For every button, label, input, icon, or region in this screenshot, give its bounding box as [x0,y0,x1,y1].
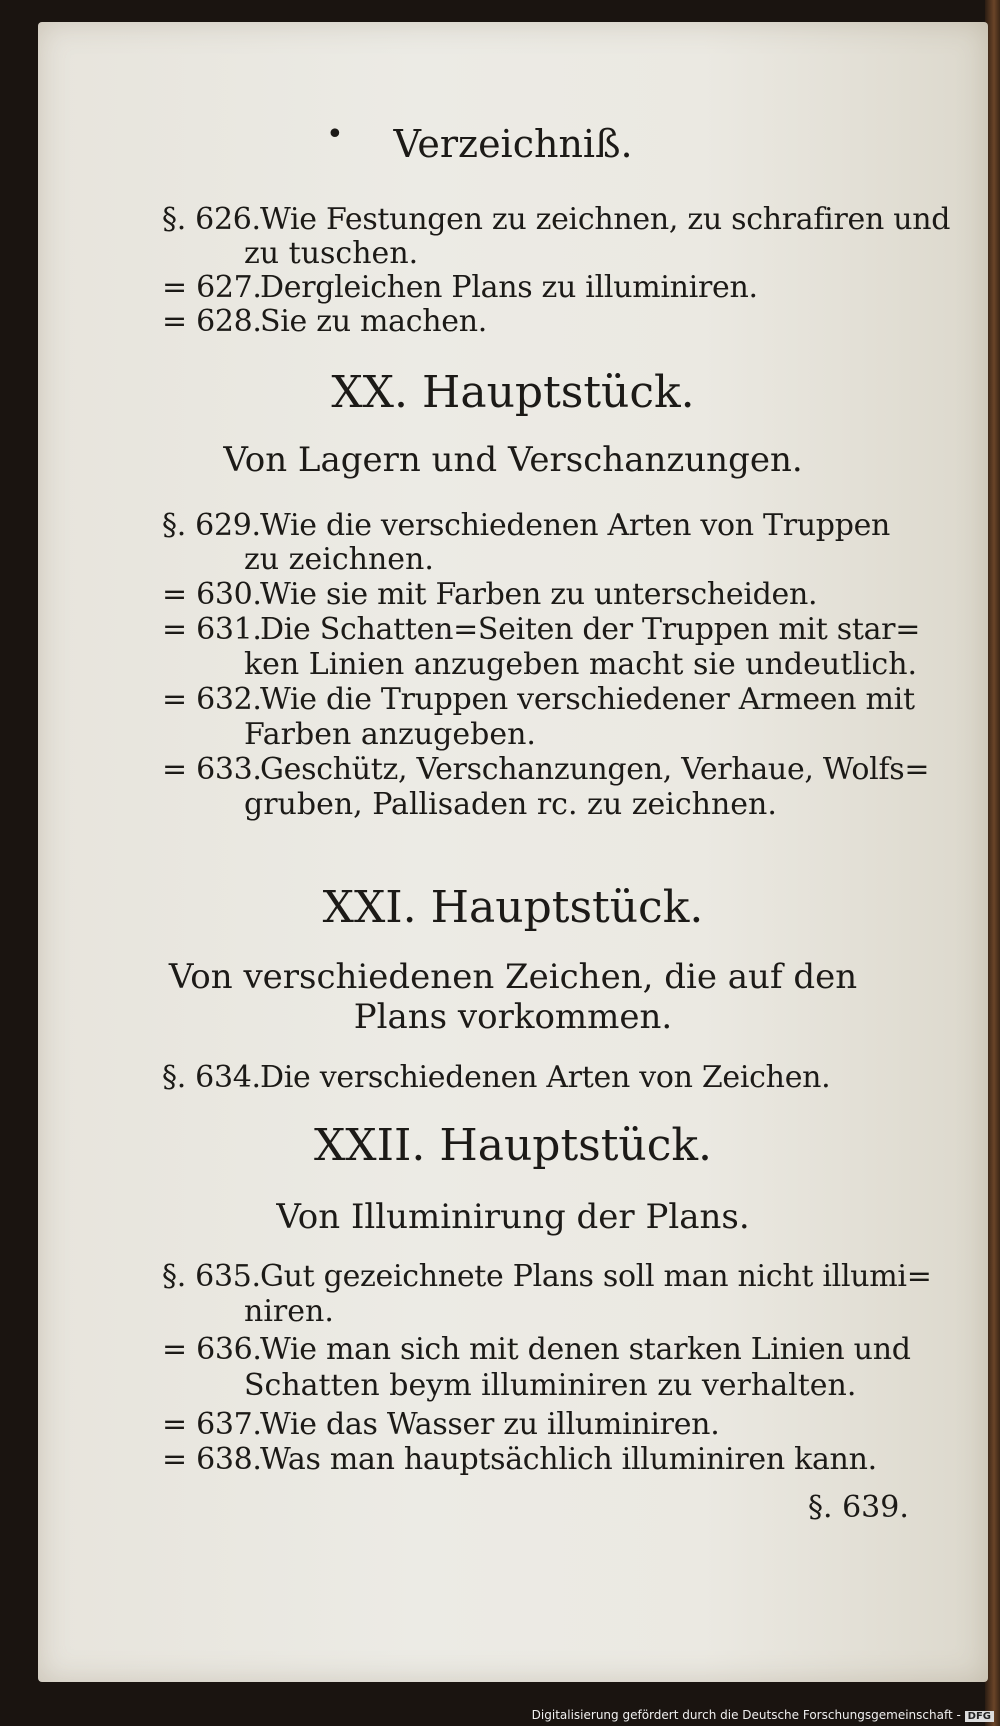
chapter-title-xxi-line1: Von verschiedenen Zeichen, die auf den [168,957,858,997]
entry-text: Wie Festungen zu zeichnen, zu schrafiren und [260,202,951,237]
toc-entry-630 [162,577,817,613]
toc-entry-635 [162,1259,932,1295]
chapter-title-xx: Von Lagern und Verschanzungen. [223,440,803,480]
toc-entry-631 [162,612,920,648]
entry-text: Sie zu machen. [260,304,487,339]
toc-entry-637 [162,1407,719,1443]
credit-text: Digitalisierung gefördert durch die Deutsche Forschungsgemeinschaft - [531,1708,961,1722]
chapter-title-xxi-line2: Plans vorkommen. [353,997,673,1037]
entry-text: Gut gezeichnete Plans soll man nicht illumi= [260,1259,932,1294]
entry-text: Geschütz, Verschanzungen, Verhaue, Wolfs= [260,752,930,787]
entry-continuation: Farben anzugeben. [244,717,536,752]
entry-text: Die Schatten=Seiten der Truppen mit star= [260,612,921,647]
dfg-logo: DFG [965,1711,994,1722]
entry-text: Was man hauptsächlich illuminiren kann. [260,1442,877,1477]
book-page [38,22,988,1682]
toc-entry-638 [162,1442,877,1478]
toc-entry-626 [162,202,950,238]
entry-text: Wie man sich mit denen starken Linien und [260,1332,911,1367]
entry-text: Wie die verschiedenen Arten von Truppen [260,508,891,543]
running-head: Verzeichniß. [393,122,633,166]
section-number: §. 626. [162,202,261,237]
chapter-heading-xxi: XXI. Hauptstück. [322,882,704,933]
section-number: = 630. [162,577,262,612]
entry-text: Wie sie mit Farben zu unterscheiden. [260,577,818,612]
toc-entry-634 [162,1060,830,1096]
entry-text: Wie das Wasser zu illuminiren. [260,1407,720,1442]
chapter-heading-xxii: XXII. Hauptstück. [313,1120,713,1171]
entry-text: Wie die Truppen verschiedener Armeen mit [260,682,915,717]
entry-continuation: niren. [244,1294,334,1329]
entry-text: Dergleichen Plans zu illuminiren. [260,270,758,305]
section-number: = 632. [162,682,262,717]
section-number: = 633. [162,752,262,787]
chapter-title-xxii: Von Illuminirung der Plans. [276,1197,750,1237]
page-text [38,22,988,1682]
chapter-heading-xx: XX. Hauptstück. [331,367,695,418]
toc-entry-627 [162,270,758,306]
catchword: §. 639. [808,1490,909,1525]
digitization-credit [532,1708,994,1722]
section-number: §. 635. [162,1259,261,1294]
entry-continuation: ken Linien anzugeben macht sie undeutlich. [244,647,918,682]
toc-entry-632 [162,682,915,718]
entry-continuation: zu zeichnen. [244,542,434,577]
section-number: §. 629. [162,508,261,543]
entry-continuation: gruben, Pallisaden rc. zu zeichnen. [244,787,777,822]
section-number: = 627. [162,270,262,305]
section-number: = 638. [162,1442,262,1477]
section-number: §. 634. [162,1060,261,1095]
section-number: = 628. [162,304,262,339]
entry-continuation: Schatten beym illuminiren zu verhalten. [244,1368,857,1403]
toc-entry-628 [162,304,487,340]
entry-continuation: zu tuschen. [244,236,419,271]
section-number: = 636. [162,1332,262,1367]
entry-text: Die verschiedenen Arten von Zeichen. [260,1060,831,1095]
ornament-dot: • [326,117,344,152]
toc-entry-636 [162,1332,911,1368]
toc-entry-633 [162,752,929,788]
section-number: = 631. [162,612,262,647]
toc-entry-629 [162,508,890,544]
section-number: = 637. [162,1407,262,1442]
